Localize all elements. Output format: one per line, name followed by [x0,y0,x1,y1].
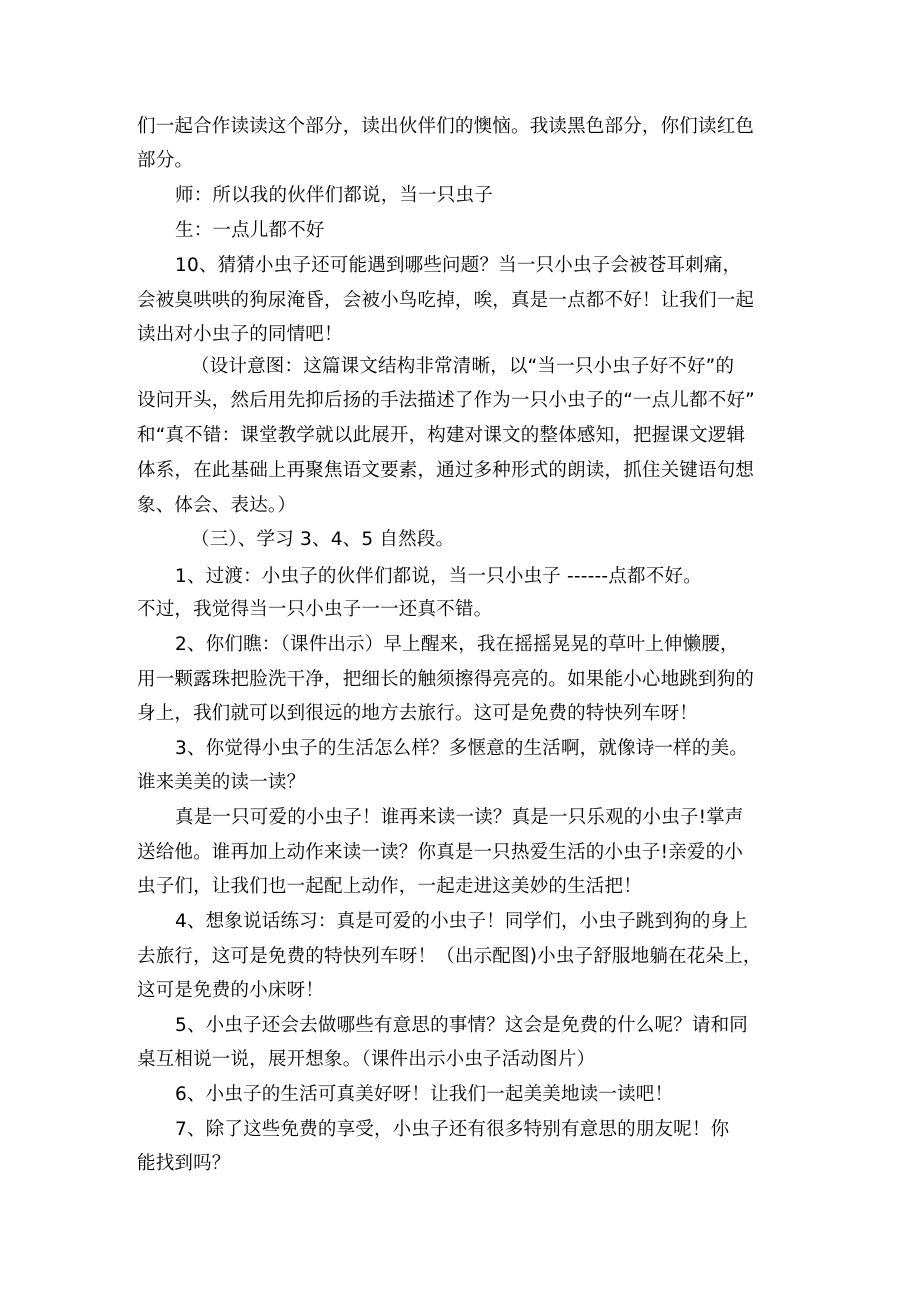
text-line: 3、你觉得小虫子的生活怎么样？多惬意的生活啊，就像诗一样的美。 [175,738,748,759]
text-line: 真是一只可爱的小虫子！谁再来读一读？真是一只乐观的小虫子!掌声 [175,807,744,828]
text-line: （设计意图：这篇课文结构非常清晰，以“当一只小虫子好不好”的 [191,356,735,377]
text-line: 7、除了这些免费的享受，小虫子还有很多特别有意思的朋友呢！你 [175,1119,730,1140]
text-line: 5、小虫子还会去做哪些有意思的事情？这会是免费的什么呢？请和同 [175,1015,748,1036]
text-line: 部分。 [137,150,194,171]
text-line: 体系，在此基础上再聚焦语文要素，通过多种形式的朗读，抓住关键语句想 [137,460,755,481]
text-line: 4、想象说话练习：真是可爱的小虫子！同学们，小虫子跳到狗的身上 [175,911,748,932]
text-line: 谁来美美的读一读？ [137,772,306,793]
text-line: 和“真不错：课堂教学就以此展开，构建对课文的整体感知，把握课文逻辑 [137,425,746,446]
text-line: 们一起合作读读这个部分，读出伙伴们的懊恼。我读黑色部分，你们读红色 [137,116,755,137]
text-line: 桌互相说一说，展开想象。（课件出示小虫子活动图片） [137,1049,596,1070]
text-line: 能找到吗？ [137,1153,231,1174]
text-line: 会被臭哄哄的狗尿淹昏，会被小鸟吃掉，唉，真是一点都不好！让我们一起 [137,290,755,311]
text-line: 去旅行，这可是免费的特快列车呀！（出示配图)小虫子舒服地躺在花朵上， [137,946,762,967]
text-line: 2、你们瞧：（课件出示）早上醒来，我在摇摇晃晃的草叶上伸懒腰， [175,634,739,655]
text-line: 1、过渡：小虫子的伙伴们都说，当一只小虫子 ------点都不好。 [175,566,702,587]
text-line: 不过，我觉得当一只小虫子一一还真不错。 [137,599,493,620]
text-line: 6、小虫子的生活可真美好呀！让我们一起美美地读一读吧！ [175,1084,674,1105]
text-line: 象、体会、表达。） [137,495,297,516]
text-line: 虫子们，让我们也一起配上动作，一起走进这美妙的生活把！ [137,876,642,897]
text-line: 身上，我们就可以到很远的地方去旅行。这可是免费的特快列车呀！ [137,703,699,724]
text-line: 生：一点儿都不好 [175,220,325,241]
section-heading: （三）、学习 3、4、5 自然段。 [191,529,455,550]
text-line: 设问开头，然后用先抑后扬的手法描述了作为一只小虫子的“一点儿都不好” [137,390,755,411]
text-line: 读出对小虫子的同情吧！ [137,324,343,345]
text-line: 这可是免费的小床呀！ [137,980,325,1001]
text-line: 10、猜猜小虫子还可能遇到哪些问题？当一只小虫子会被苍耳刺痛， [175,255,742,276]
text-line: 用一颗露珠把脸洗干净，把细长的触须擦得亮亮的。如果能小心地跳到狗的 [137,669,755,690]
text-line: 师：所以我的伙伴们都说，当一只虫子 [175,185,493,206]
text-line: 送给他。谁再加上动作来读一读？你真是一只热爱生活的小虫子!亲爱的小 [137,842,744,863]
